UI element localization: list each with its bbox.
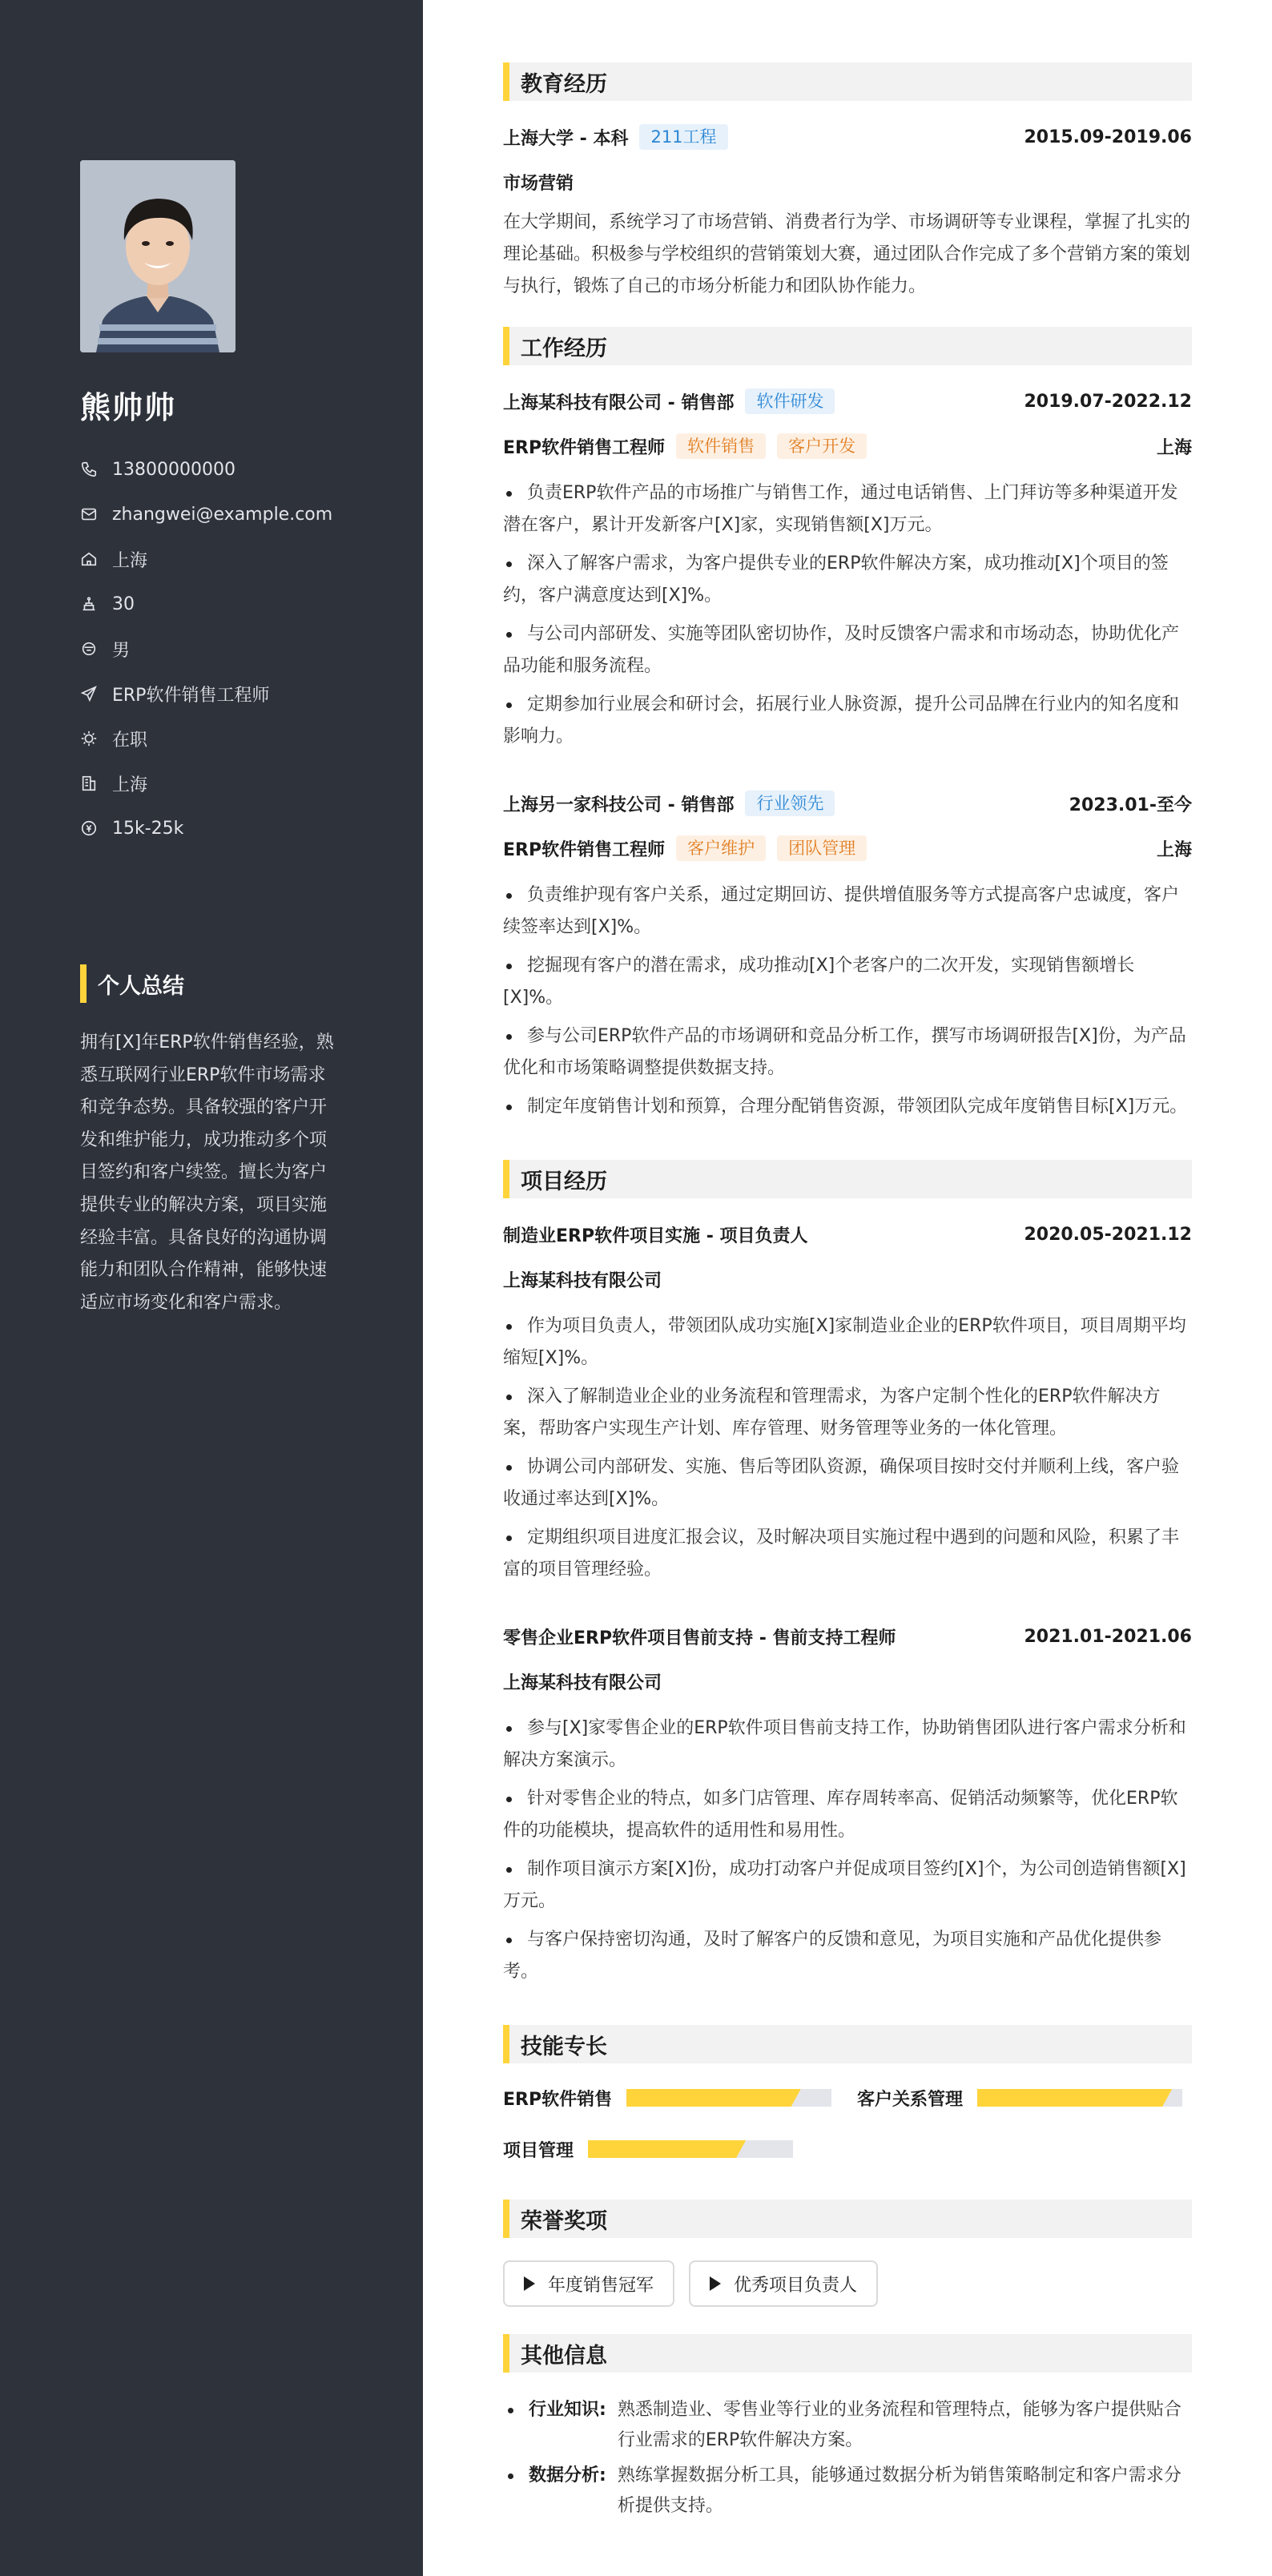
other-value: 熟悉制造业、零售业等行业的业务流程和管理特点，能够为客户提供贴合行业需求的ERP软件解决方案。 — [617, 2400, 1181, 2450]
salary-icon — [80, 819, 98, 837]
job-company-tag: 软件研发 — [745, 388, 835, 414]
skill-name: 项目管理 — [503, 2140, 574, 2161]
age-text: 30 — [112, 594, 135, 614]
honors-heading — [503, 2200, 1192, 2238]
education-row — [503, 123, 1192, 151]
major-name: 市场营销 — [503, 173, 574, 194]
skill-bar — [626, 2089, 831, 2107]
bullet-item: 深入了解制造业企业的业务流程和管理需求，为客户定制个性化的ERP软件解决方案，帮助客户实现生产计划、库存管理、财务管理等业务的一体化管理。 — [503, 1381, 1192, 1445]
honor-badge — [689, 2260, 878, 2307]
accent-bar — [503, 327, 509, 365]
job-role: ERP软件销售工程师 — [503, 437, 666, 458]
info-email — [80, 492, 401, 537]
job-role-tag: 客户开发 — [777, 433, 867, 459]
other-heading — [503, 2334, 1192, 2373]
skill-fill — [977, 2089, 1172, 2107]
education-desc: 在大学期间，系统学习了市场营销、消费者行为学、市场调研等专业课程，掌握了扎实的理论基础。积极参与学校组织的营销策划大赛，通过团队合作完成了多个营销方案的策划与执行，锻炼了自己的市场分析能力和团队协作能力。 — [503, 212, 1191, 296]
project-entry — [503, 1623, 1192, 1988]
education-heading — [503, 62, 1192, 101]
bullet-item: 定期参加行业展会和研讨会，拓展行业人脉资源，提升公司品牌在行业内的知名度和影响力。 — [503, 689, 1192, 753]
info-salary — [80, 806, 401, 851]
other-item — [503, 2395, 1192, 2456]
job-role-row — [503, 835, 1192, 862]
project-entry — [503, 1221, 1192, 1586]
position-text: ERP软件销售工程师 — [112, 685, 270, 706]
project-date: 2021.01-2021.06 — [1024, 1626, 1192, 1647]
skill-bar — [588, 2140, 793, 2158]
bullet-item: 定期组织项目进度汇报会议，及时解决项目实施过程中遇到的问题和风险，积累了丰富的项目管理经验。 — [503, 1522, 1192, 1586]
skill-name: ERP软件销售 — [503, 2089, 613, 2110]
summary-title: 个人总结 — [98, 973, 184, 999]
bullet-item: 负责ERP软件产品的市场推广与销售工作，通过电话销售、上门拜访等多种渠道开发潜在客户，累计开发新客户[X]家，实现销售额[X]万元。 — [503, 477, 1192, 541]
building-icon — [80, 775, 98, 792]
summary-heading — [80, 964, 184, 1003]
info-position — [80, 671, 401, 716]
education-title: 教育经历 — [521, 71, 607, 97]
play-icon — [524, 2276, 535, 2291]
main-content — [503, 62, 1192, 2526]
skills-list — [503, 2086, 1192, 2200]
job-role-row — [503, 433, 1192, 460]
bullet-item: 深入了解客户需求，为客户提供专业的ERP软件解决方案，成功推动[X]个项目的签约，客户满意度达到[X]%。 — [503, 548, 1192, 612]
projects-heading — [503, 1160, 1192, 1198]
other-title: 其他信息 — [521, 2343, 607, 2369]
skills-title: 技能专长 — [521, 2034, 607, 2059]
job-role: ERP软件销售工程师 — [503, 839, 666, 860]
gender-icon — [80, 640, 98, 658]
job-role-tag: 软件销售 — [676, 433, 766, 459]
other-list — [503, 2395, 1192, 2522]
project-bullets — [503, 1713, 1192, 1988]
accent-bar — [80, 964, 87, 1003]
work-heading — [503, 327, 1192, 365]
skill-fill — [588, 2140, 746, 2158]
job-bullets — [503, 477, 1192, 753]
avatar-photo — [80, 160, 235, 352]
honor-label: 年度销售冠军 — [548, 2275, 654, 2296]
project-date: 2020.05-2021.12 — [1024, 1224, 1192, 1245]
other-item — [503, 2461, 1192, 2522]
project-header — [503, 1623, 1192, 1650]
honor-label: 优秀项目负责人 — [734, 2275, 858, 2296]
location-text: 上海 — [112, 550, 148, 571]
job-company: 上海某科技有限公司 - 销售部 — [503, 392, 735, 413]
skill-bar — [977, 2089, 1182, 2107]
school-tag: 211工程 — [639, 124, 727, 150]
project-header — [503, 1221, 1192, 1248]
bullet-item: 协调公司内部研发、实施、售后等团队资源，确保项目按时交付并顺利上线，客户验收通过率达到[X]%。 — [503, 1451, 1192, 1515]
summary-text: 拥有[X]年ERP软件销售经验，熟悉互联网行业ERP软件市场需求和竞争态势。具备较强的客户开发和维护能力，成功推动多个项目签约和客户续签。擅长为客户提供专业的解决方案，项目实施经验丰富。具备良好的沟通协调能力和团队合作精神，能够快速适应市场变化和客户需求。 — [80, 1032, 334, 1313]
job-entry — [503, 388, 1192, 753]
email-text: zhangwei@example.com — [112, 504, 333, 525]
accent-bar — [503, 2025, 509, 2063]
job-header — [503, 388, 1192, 415]
salary-text: 15k-25k — [112, 818, 184, 839]
bullet-item: 与公司内部研发、实施等团队密切协作，及时反馈客户需求和市场动态，协助优化产品功能和服务流程。 — [503, 618, 1192, 682]
bullet-item: 作为项目负责人，带领团队成功实施[X]家制造业企业的ERP软件项目，项目周期平均缩短[X]%。 — [503, 1310, 1192, 1375]
honor-badge — [503, 2260, 674, 2307]
honors-list — [503, 2260, 1192, 2307]
skill-item — [857, 2086, 1182, 2110]
job-role-tag: 客户维护 — [676, 835, 766, 861]
skill-item — [503, 2086, 831, 2110]
bullet-item: 负责维护现有客户关系，通过定期回访、提供增值服务等方式提高客户忠诚度，客户续签率达到[X]%。 — [503, 879, 1192, 944]
accent-bar — [503, 2200, 509, 2238]
job-company: 上海另一家科技公司 - 销售部 — [503, 795, 735, 815]
bullet-item: 制定年度销售计划和预算，合理分配销售资源，带领团队完成年度销售目标[X]万元。 — [503, 1091, 1192, 1123]
bullet-item: 与客户保持密切沟通，及时了解客户的反馈和意见，为项目实施和产品优化提供参考。 — [503, 1924, 1192, 1988]
home-icon — [80, 550, 98, 568]
job-city: 上海 — [1156, 839, 1192, 860]
work-title: 工作经历 — [521, 336, 607, 361]
project-company-row — [503, 1266, 1192, 1293]
info-location — [80, 537, 401, 582]
skill-item — [503, 2137, 793, 2161]
skills-heading — [503, 2025, 1192, 2063]
education-date: 2015.09-2019.06 — [1024, 127, 1192, 147]
mail-icon — [80, 505, 98, 523]
project-name: 制造业ERP软件项目实施 - 项目负责人 — [503, 1226, 808, 1246]
job-header — [503, 790, 1192, 817]
other-key: 行业知识: — [529, 2400, 606, 2420]
accent-bar — [503, 62, 509, 101]
project-company: 上海某科技有限公司 — [503, 1270, 662, 1291]
gender-text: 男 — [112, 640, 131, 661]
project-company: 上海某科技有限公司 — [503, 1672, 662, 1693]
play-icon — [710, 2276, 721, 2291]
skill-name: 客户关系管理 — [857, 2089, 964, 2110]
send-icon — [80, 685, 98, 702]
skill-fill — [626, 2089, 801, 2107]
other-value: 熟练掌握数据分析工具，能够通过数据分析为销售策略制定和客户需求分析提供支持。 — [617, 2465, 1181, 2516]
honors-title: 荣誉奖项 — [521, 2208, 607, 2234]
projects-title: 项目经历 — [521, 1169, 607, 1194]
other-key: 数据分析: — [529, 2465, 606, 2485]
info-city — [80, 761, 401, 806]
info-status — [80, 716, 401, 761]
city-text: 上海 — [112, 775, 148, 795]
phone-icon — [80, 461, 98, 478]
bullet-item: 制作项目演示方案[X]份，成功打动客户并促成项目签约[X]个，为公司创造销售额[X]万元。 — [503, 1854, 1192, 1918]
project-bullets — [503, 1310, 1192, 1586]
major-row — [503, 168, 1192, 195]
bullet-item: 挖掘现有客户的潜在需求，成功推动[X]个老客户的二次开发，实现销售额增长[X]%。 — [503, 950, 1192, 1014]
project-name: 零售企业ERP软件项目售前支持 - 售前支持工程师 — [503, 1628, 896, 1648]
profile-name: 熊帅帅 — [80, 390, 177, 425]
job-role-tag: 团队管理 — [777, 835, 867, 861]
job-date: 2023.01-至今 — [1069, 795, 1192, 815]
bullet-item: 参与公司ERP软件产品的市场调研和竞品分析工作，撰写市场调研报告[X]份，为产品优化和市场策略调整提供数据支持。 — [503, 1020, 1192, 1085]
info-phone — [80, 447, 401, 492]
age-icon — [80, 595, 98, 613]
job-bullets — [503, 879, 1192, 1123]
info-gender — [80, 626, 401, 671]
info-age — [80, 582, 401, 626]
job-date: 2019.07-2022.12 — [1024, 391, 1192, 412]
contact-info-list — [80, 447, 401, 851]
sidebar — [0, 0, 423, 2576]
accent-bar — [503, 1160, 509, 1198]
phone-text: 13800000000 — [112, 459, 235, 480]
job-entry — [503, 790, 1192, 1123]
bullet-item: 针对零售企业的特点，如多门店管理、库存周转率高、促销活动频繁等，优化ERP软件的功能模块，提高软件的适用性和易用性。 — [503, 1783, 1192, 1847]
bullet-item: 参与[X]家零售企业的ERP软件项目售前支持工作，协助销售团队进行客户需求分析和解决方案演示。 — [503, 1713, 1192, 1777]
school-name: 上海大学 - 本科 — [503, 128, 629, 149]
project-company-row — [503, 1668, 1192, 1695]
status-text: 在职 — [112, 730, 148, 751]
status-icon — [80, 730, 98, 747]
job-city: 上海 — [1156, 437, 1192, 458]
accent-bar — [503, 2334, 509, 2373]
job-company-tag: 行业领先 — [745, 791, 835, 816]
